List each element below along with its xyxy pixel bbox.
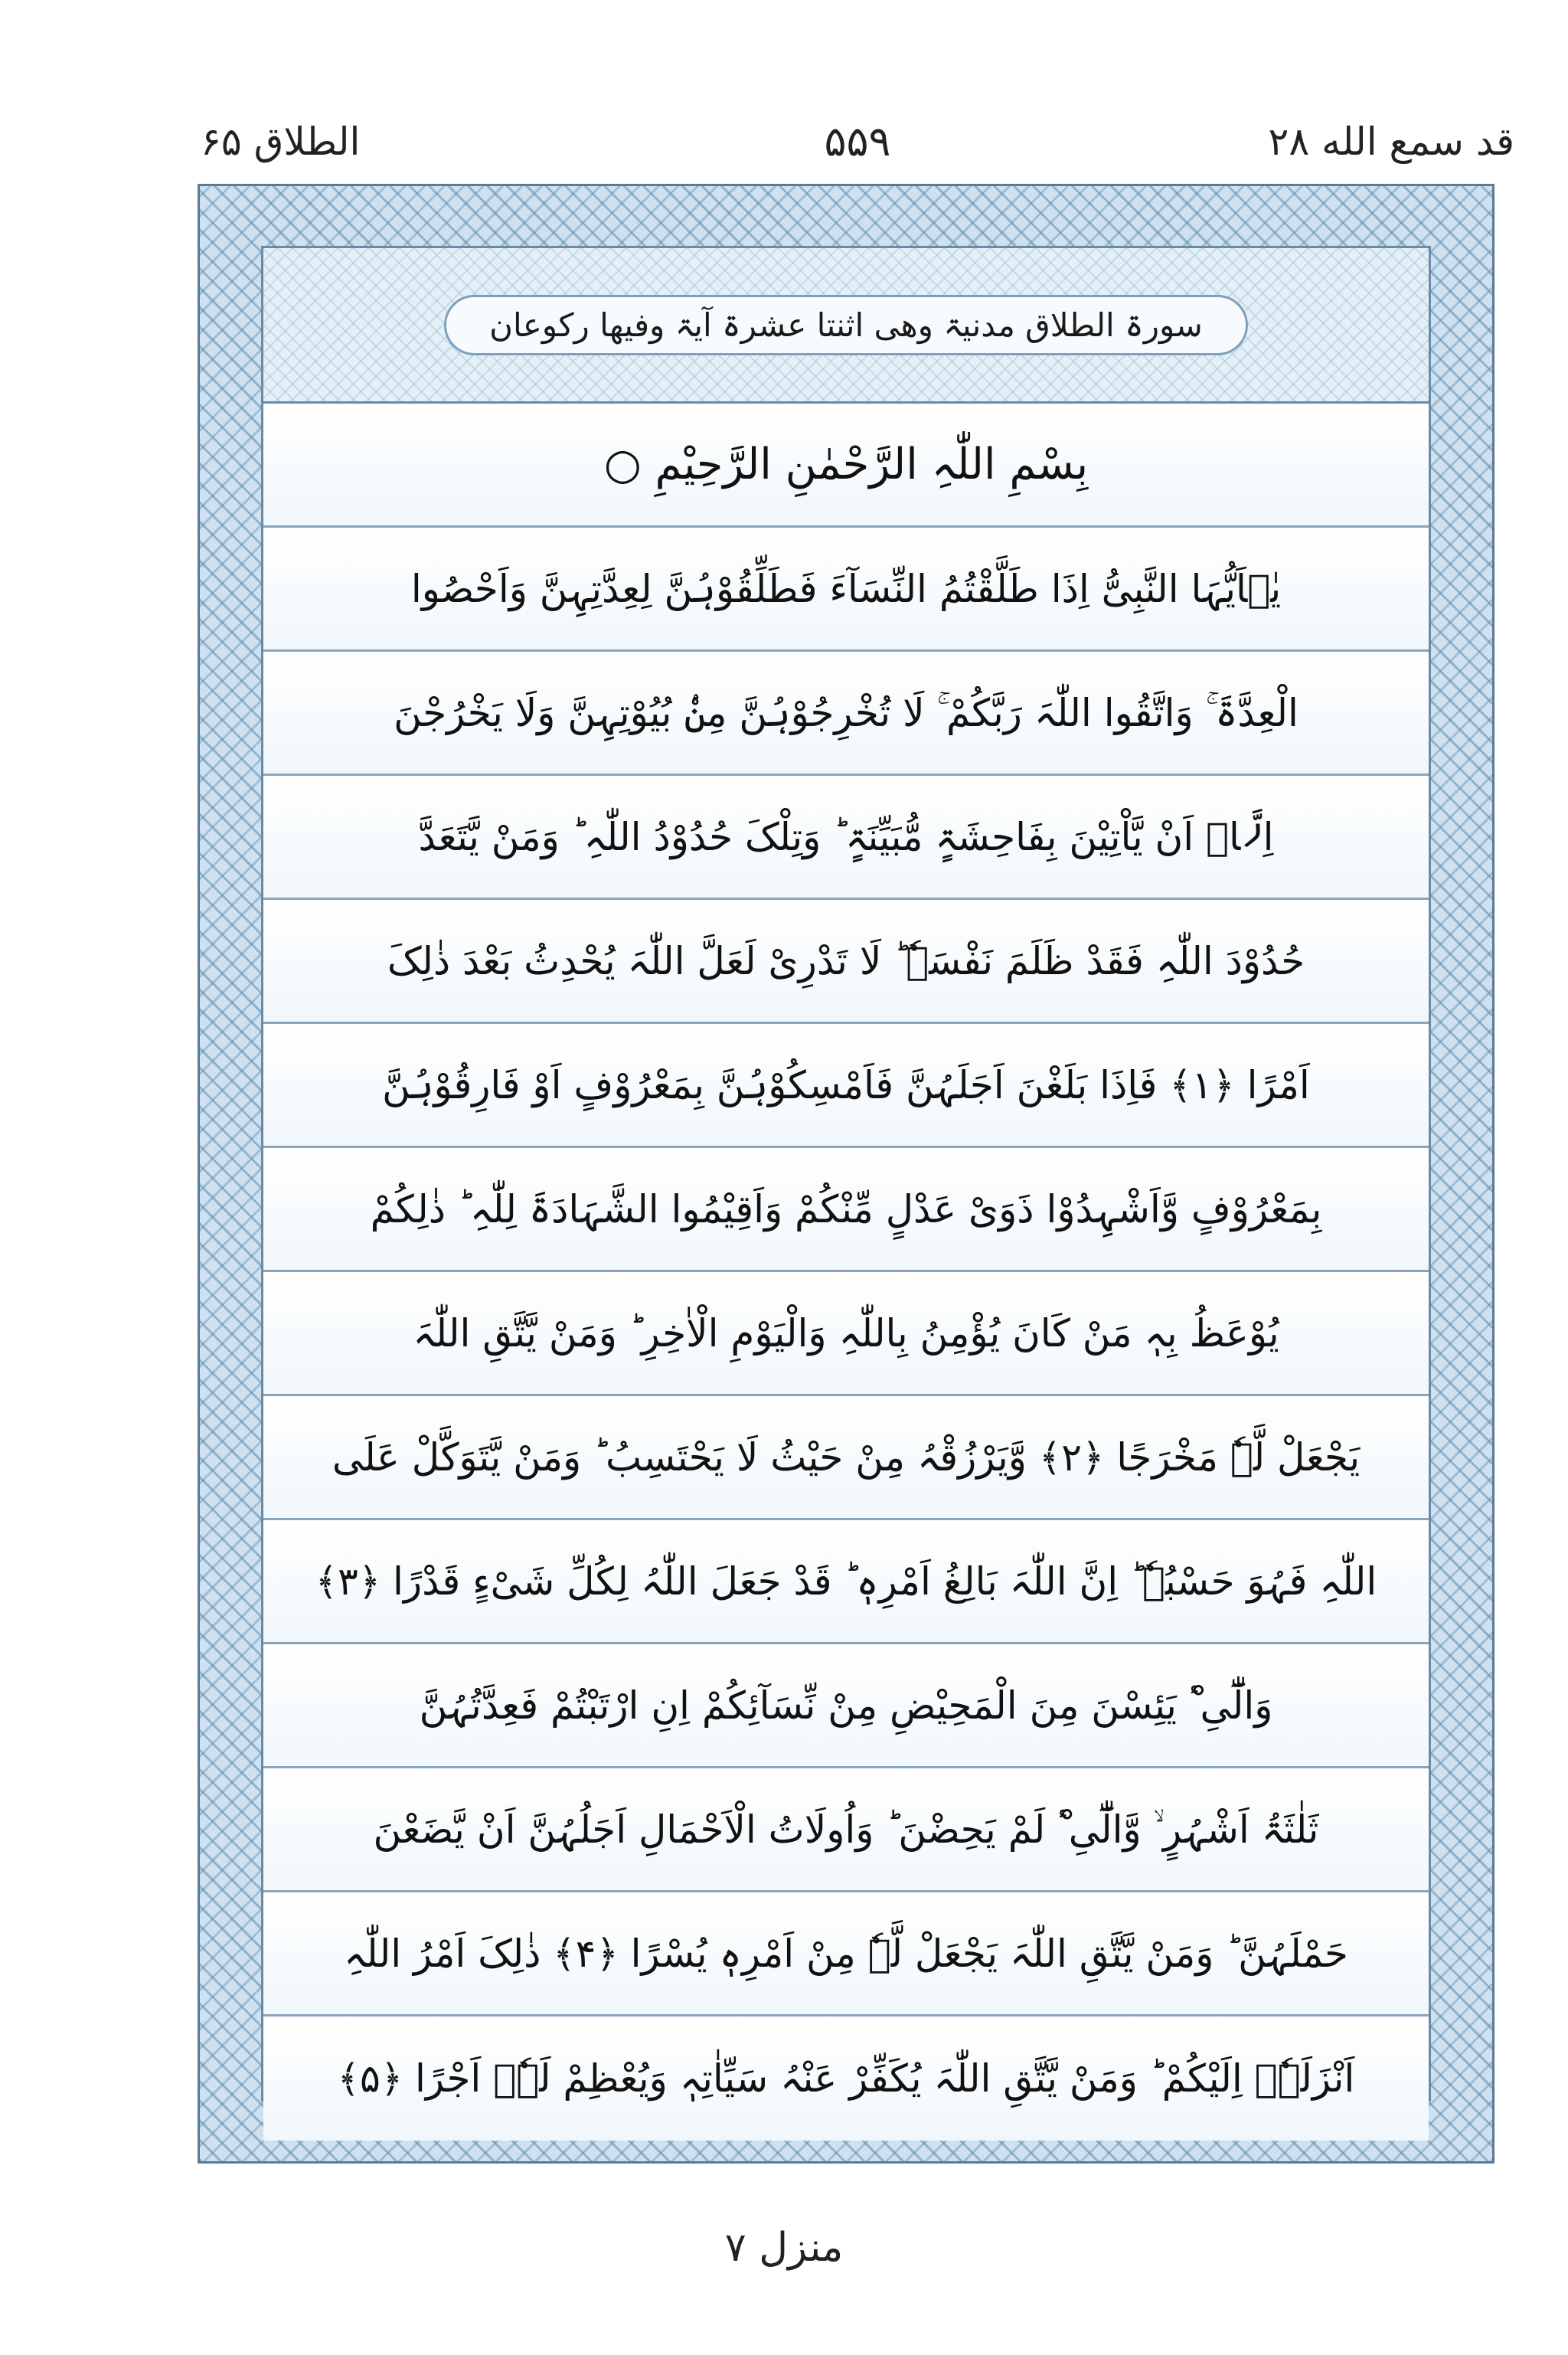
verse-line [263, 528, 1429, 652]
line-text: الْعِدَّۃَ ۚ وَاتَّقُوا اللّٰہَ رَبَّکُمْ ۚ لَا تُخْرِجُوْہُنَّ مِنْۢ بُیُوْتِہِنَّ وَلَا یَخْرُجْنَ [394, 690, 1298, 735]
surah-header-band [263, 248, 1429, 404]
line-text: یَجْعَلْ لَّہٗ مَخْرَجًا ﴿۲﴾ وَّیَرْزُقْہُ مِنْ حَیْثُ لَا یَحْتَسِبُ ؕ وَمَنْ یَّتَوَکَّلْ عَلَی [332, 1434, 1361, 1480]
text-panel [261, 246, 1431, 2102]
verse-line [263, 652, 1429, 776]
bismillah-line [263, 404, 1429, 528]
verse-line [263, 1272, 1429, 1396]
verse-line [263, 1768, 1429, 1892]
verse-line [263, 1148, 1429, 1272]
line-text: وَالّٰٓیِٴْ یَئِسْنَ مِنَ الْمَحِیْضِ مِنْ نِّسَآئِکُمْ اِنِ ارْتَبْتُمْ فَعِدَّتُہُنَّ [419, 1683, 1273, 1728]
line-text: اللّٰہِ فَہُوَ حَسْبُہٗ ؕ اِنَّ اللّٰہَ بَالِغُ اَمْرِہٖ ؕ قَدْ جَعَلَ اللّٰہُ لِکُلِّ شَیْءٍ قَدْرًا ﴿۳﴾ [315, 1559, 1377, 1604]
verse-line [263, 2016, 1429, 2141]
ornamental-border [198, 184, 1494, 2164]
line-text: اَنْزَلَہٗۤ اِلَیْکُمْ ؕ وَمَنْ یَّتَّقِ اللّٰہَ یُکَفِّرْ عَنْہُ سَیِّاٰتِہٖ وَیُعْظِمْ لَہٗۤ اَجْرًا ﴿۵﴾ [337, 2056, 1355, 2101]
verse-line [263, 1024, 1429, 1148]
line-text: اَمْرًا ﴿۱﴾ فَاِذَا بَلَغْنَ اَجَلَہُنَّ فَاَمْسِکُوْہُنَّ بِمَعْرُوْفٍ اَوْ فَارِقُوْہُنَّ [382, 1062, 1310, 1107]
surah-title: سورۃ الطلاق مدنیۃ وھی اثنتا عشرۃ آیۃ وفیھا رکوعان [444, 295, 1248, 355]
line-text: یٰۤاَیُّہَا النَّبِیُّ اِذَا طَلَّقْتُمُ النِّسَآءَ فَطَلِّقُوْہُنَّ لِعِدَّتِہِنَّ وَاَحْصُوا [410, 566, 1282, 611]
line-text: یُوْعَظُ بِہٖ مَنْ کَانَ یُؤْمِنُ بِاللّٰہِ وَالْیَوْمِ الْاٰخِرِ ؕ وَمَنْ یَّتَّقِ اللّٰہَ [413, 1310, 1279, 1356]
line-text: ثَلٰثَۃُ اَشْہُرٍ ۙ وَّالّٰٓیِٴْ لَمْ یَحِضْنَ ؕ وَاُولَاتُ الْاَحْمَالِ اَجَلُہُنَّ اَنْ یَّضَعْنَ [373, 1807, 1319, 1852]
verse-line [263, 776, 1429, 900]
verse-line [263, 900, 1429, 1024]
line-text: حَمْلَہُنَّ ؕ وَمَنْ یَّتَّقِ اللّٰہَ یَجْعَلْ لَّہٗ مِنْ اَمْرِہٖ یُسْرًا ﴿۴﴾ ذٰلِکَ اَمْرُ اللّٰہِ [344, 1931, 1348, 1976]
verse-line [263, 1644, 1429, 1768]
manzil-label: منزل ۷ [724, 2225, 844, 2271]
juz-name: قد سمع الله ۲۸ [1268, 119, 1514, 164]
page-header [201, 107, 1514, 176]
line-text: بِمَعْرُوْفٍ وَّاَشْہِدُوْا ذَوَیْ عَدْلٍ مِّنْکُمْ وَاَقِیْمُوا الشَّہَادَۃَ لِلّٰہِ ؕ ذٰلِکُمْ [370, 1186, 1322, 1231]
verse-line [263, 1520, 1429, 1644]
line-text: اِلَّاۤ اَنْ یَّاْتِیْنَ بِفَاحِشَۃٍ مُّبَیِّنَۃٍ ؕ وَتِلْکَ حُدُوْدُ اللّٰہِ ؕ وَمَنْ یَّتَعَدَّ [418, 814, 1274, 859]
verse-line [263, 1396, 1429, 1520]
page-number: ۵۵۹ [824, 117, 891, 165]
surah-name: الطلاق ۶۵ [201, 119, 361, 164]
verse-lines [263, 404, 1429, 2099]
line-text: حُدُوْدَ اللّٰہِ فَقَدْ ظَلَمَ نَفْسَہٗ ؕ لَا تَدْرِیْ لَعَلَّ اللّٰہَ یُحْدِثُ بَعْدَ ذٰلِکَ [387, 938, 1305, 983]
verse-line [263, 1892, 1429, 2016]
page-footer [0, 2206, 1568, 2290]
bismillah-text: بِسْمِ اللّٰہِ الرَّحْمٰنِ الرَّحِیْمِ ○ [603, 439, 1089, 489]
